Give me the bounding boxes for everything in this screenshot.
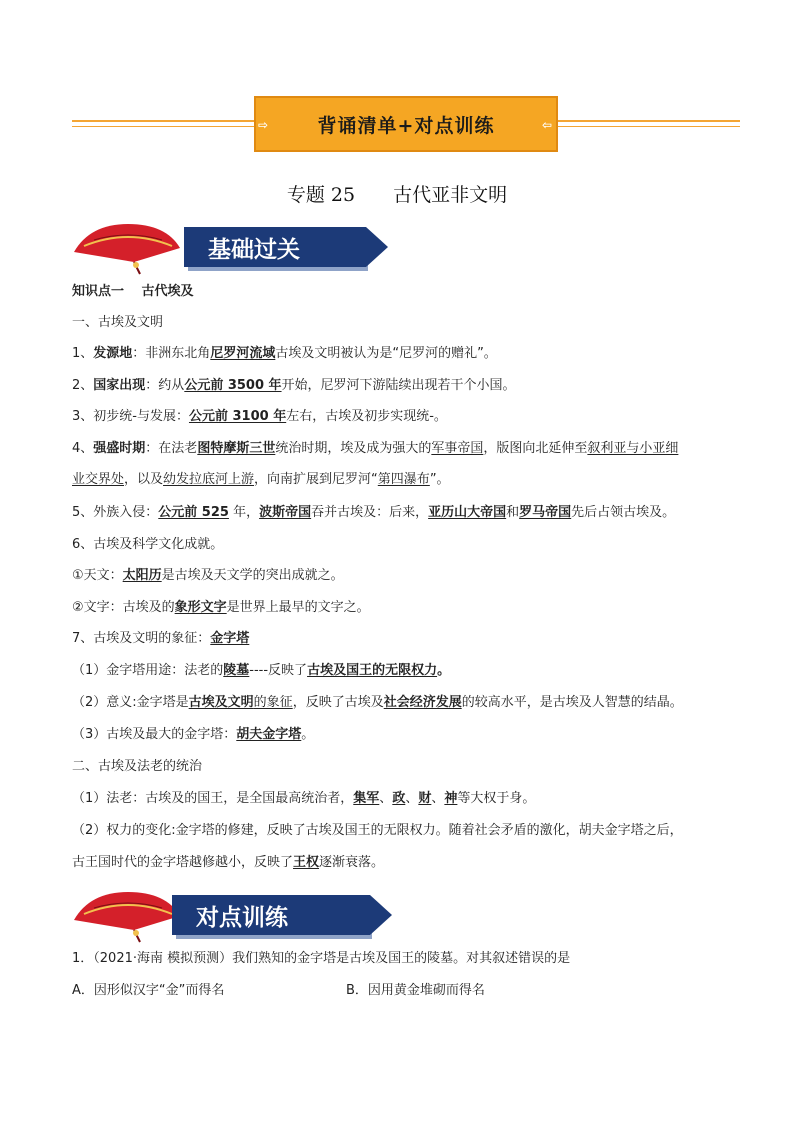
heading-2: 二、古埃及法老的统治 bbox=[72, 759, 203, 774]
line-2: 2、国家出现：约从公元前 3500 年开始，尼罗河下游陆续出现若干个小国。 bbox=[72, 378, 516, 393]
section-practice-header bbox=[172, 895, 370, 935]
question-1-option-a: A．因形似汉字“金”而得名 bbox=[72, 983, 225, 998]
line-6b: ②文字：古埃及的象形文字是世界上最早的文字之。 bbox=[72, 600, 370, 615]
banner-right-arrow-icon: ⇦ bbox=[542, 118, 553, 132]
line-4b: 业交界处，以及幼发拉底河上游，向南扩展到尼罗河“第四瀑布”。 bbox=[72, 472, 450, 487]
fan-icon-2 bbox=[70, 886, 185, 946]
banner-left-arrow-icon: ⇨ bbox=[258, 118, 269, 132]
line-7a: （1）金字塔用途：法老的陵墓----反映了古埃及国王的无限权力。 bbox=[72, 663, 451, 678]
banner-rule-left-2 bbox=[72, 126, 254, 127]
banner-rule-right bbox=[558, 120, 740, 122]
question-1-option-b: B．因用黄金堆砌而得名 bbox=[346, 983, 485, 998]
section-basic-header bbox=[184, 227, 366, 267]
fan-icon bbox=[70, 218, 185, 278]
line-5: 5、外族入侵：公元前 525 年，波斯帝国吞并古埃及：后来，亚历山大帝国和罗马帝国先后占领古埃及。 bbox=[72, 505, 676, 520]
banner-rule-right-2 bbox=[558, 126, 740, 127]
line-7c: （3）古埃及最大的金字塔：胡夫金字塔。 bbox=[72, 727, 315, 742]
line-4: 4、强盛时期：在法老图特摩斯三世统治时期，埃及成为强大的军事帝国，版图向北延伸至叙利亚与小亚细 bbox=[72, 441, 679, 456]
document-title: 专题 25 古代亚非文明 bbox=[286, 184, 508, 206]
banner-title: 背诵清单+对点训练 bbox=[317, 114, 495, 137]
line-8: （1）法老：古埃及的国王，是全国最高统治者，集军、政、财、神等大权于身。 bbox=[72, 791, 536, 806]
question-1: 1．（2021·海南 模拟预测）我们熟知的金字塔是古埃及国王的陵墓。对其叙述错误的是 bbox=[72, 951, 571, 966]
section-basic-title: 基础过关 bbox=[208, 235, 300, 263]
line-1: 1、发源地：非洲东北角尼罗河流域古埃及文明被认为是“尼罗河的赠礼”。 bbox=[72, 346, 497, 361]
section-practice-title: 对点训练 bbox=[196, 903, 288, 931]
knowledge-point-1: 知识点一 古代埃及 bbox=[72, 284, 194, 299]
heading-1: 一、古埃及文明 bbox=[72, 315, 164, 330]
line-3: 3、初步统-与发展：公元前 3100 年左右，古埃及初步实现统-。 bbox=[72, 409, 447, 424]
line-6: 6、古埃及科学文化成就。 bbox=[72, 537, 224, 552]
line-9b: 古王国时代的金字塔越修越小，反映了王权逐渐衰落。 bbox=[72, 855, 385, 870]
header-banner bbox=[254, 96, 558, 152]
line-7: 7、古埃及文明的象征：金字塔 bbox=[72, 631, 250, 646]
banner-rule-left bbox=[72, 120, 254, 122]
line-6a: ①天文：太阳历是古埃及天文学的突出成就之。 bbox=[72, 568, 344, 583]
line-9: （2）权力的变化:金字塔的修建，反映了古埃及国王的无限权力。随着社会矛盾的激化，胡夫金字塔之后， bbox=[72, 823, 683, 838]
line-7b: （2）意义:金字塔是古埃及文明的象征，反映了古埃及社会经济发展的较高水平，是古埃及人智慧的结晶。 bbox=[72, 695, 683, 710]
